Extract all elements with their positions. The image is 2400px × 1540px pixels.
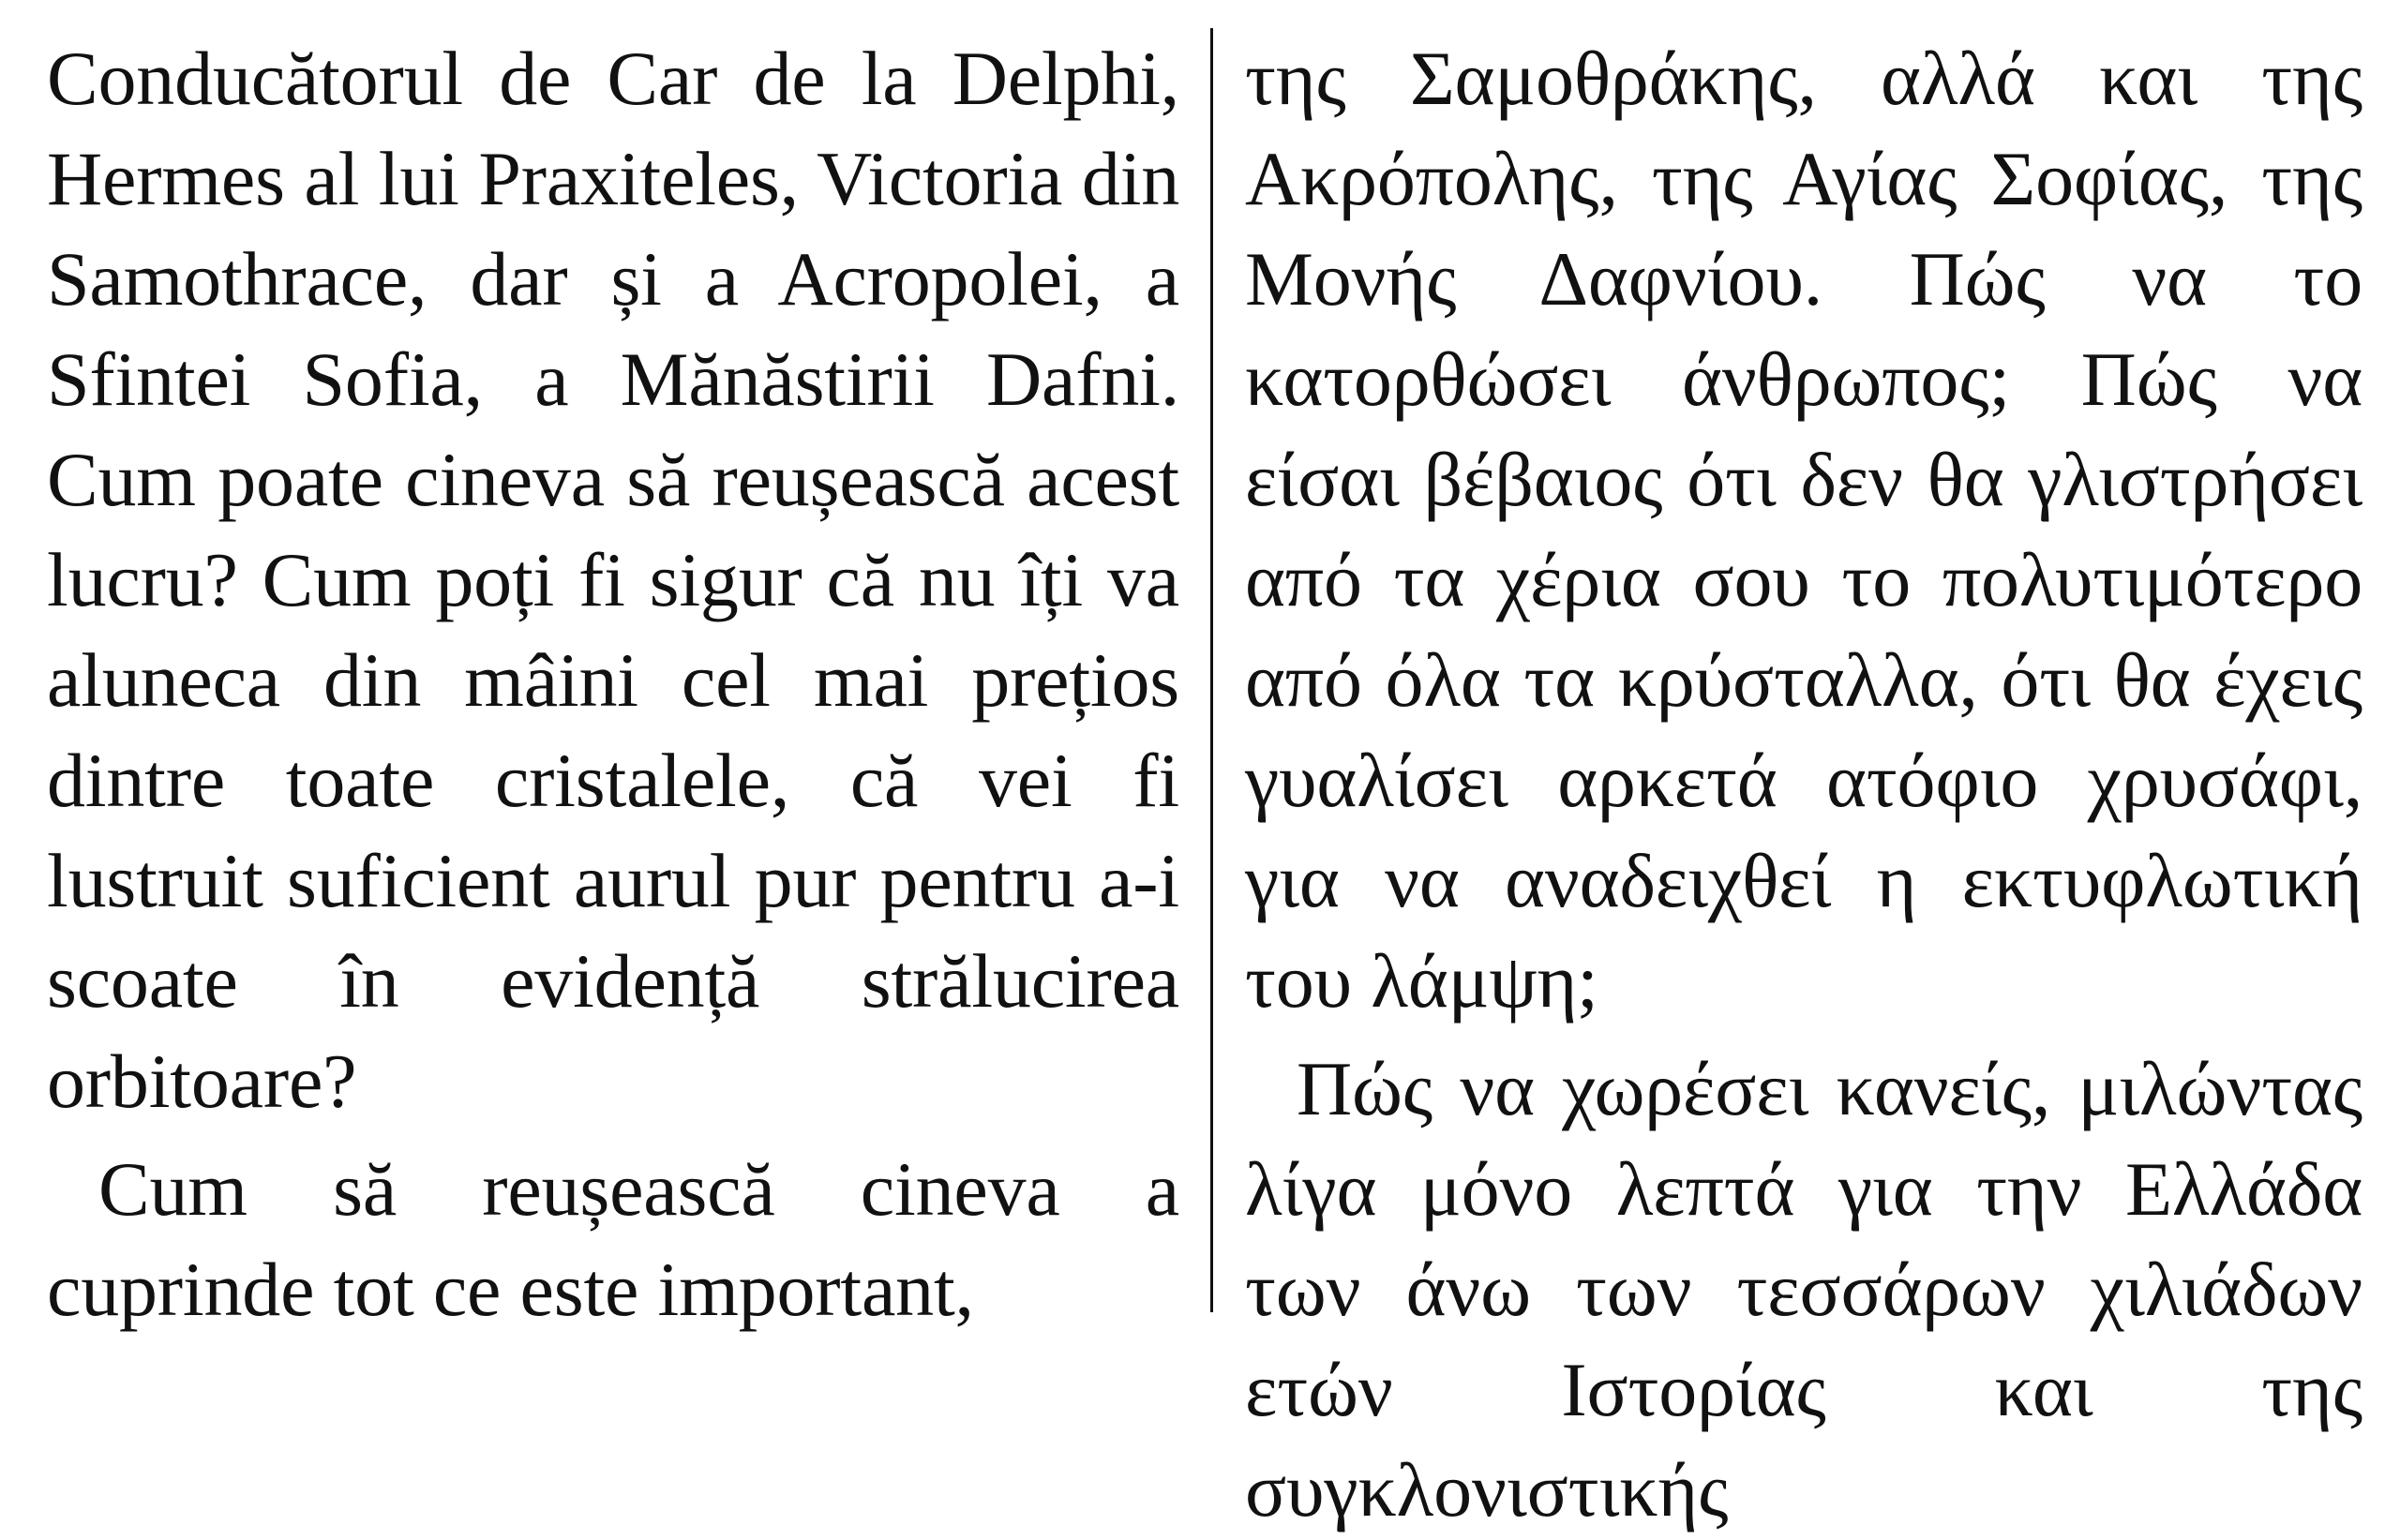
romanian-text-column — [47, 28, 1179, 1340]
greek-paragraph-2: Πώς να χωρέσει κανείς, μιλώντας λίγα μόνο λεπτά για την Ελλάδα των άνω των τεσσάρων χιλιάδων ετών Ιστορίας και της συγκλονιστικής — [1245, 1046, 2362, 1533]
greek-paragraph-1: της Σαμοθράκης, αλλά και της Ακρόπολης, της Αγίας Σοφίας, της Μονής Δαφνίου. Πώς να το κατορθώσει άνθρωπος; Πώς να είσαι βέβαιος ότι δεν θα γλιστρήσει από τα χέρια σου το πολυτιμότερο από όλα τα κρύσταλλα, ότι θα έχεις γυαλίσει αρκετά ατόφιο χρυσάφι, για να αναδειχθεί η εκτυφλωτική του λάμψη; — [1245, 36, 2362, 1024]
column-divider — [1210, 28, 1213, 1312]
greek-text-column — [1245, 28, 2362, 1533]
romanian-paragraph-1: Conducătorul de Car de la Delphi, Hermes al lui Praxiteles, Victoria din Samothrace, dar și a Acropolei, a Sfintei Sofia, a Mănăstirii Dafni. Cum poate cineva să reușească acest lucru? Cum poți fi sigur că nu îți va aluneca din mâini cel mai prețios dintre toate cristalele, că vei fi lustruit suficient aurul pur pentru a-i scoate în evidență strălucirea orbitoare? — [47, 36, 1179, 1124]
romanian-paragraph-2: Cum să reușească cineva a cuprinde tot ce este important, — [47, 1146, 1179, 1332]
